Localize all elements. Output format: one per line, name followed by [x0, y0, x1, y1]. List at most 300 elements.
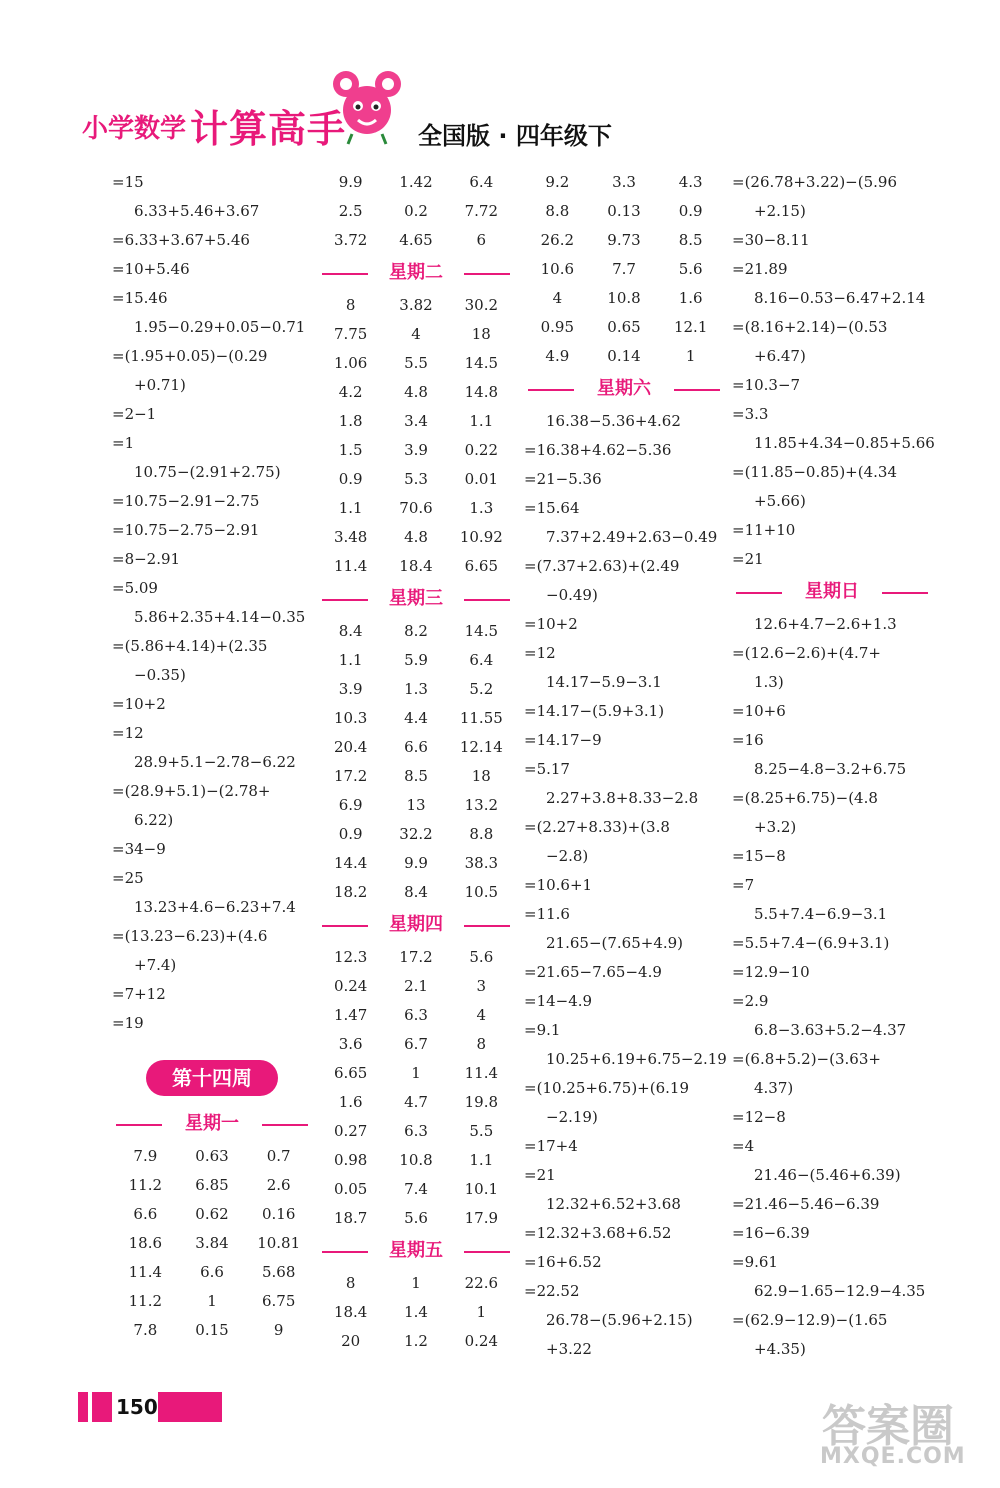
answer-value: 1: [685, 347, 696, 365]
calc-line: =(10.25+6.75)+(6.19: [524, 1079, 689, 1097]
calc-line: 8.16−0.53−6.47+2.14: [754, 289, 926, 307]
mascot-icon: [328, 66, 406, 146]
calc-line: =(62.9−12.9)−(1.65: [732, 1311, 888, 1329]
answer-value: 6.6: [200, 1263, 224, 1281]
answer-value: 20.4: [333, 738, 368, 756]
calc-line: =(5.86+4.14)+(2.35: [112, 637, 268, 655]
answer-value: 1.5: [338, 441, 363, 459]
calc-line: 1.3): [754, 673, 784, 691]
answer-column-3: [524, 168, 727, 1364]
answer-row: [318, 1204, 514, 1233]
calc-line: =21.46−5.46−6.39: [732, 1195, 880, 1213]
calc-line: =(28.9+5.1)−(2.78+: [112, 782, 271, 800]
answer-value: 10.81: [257, 1234, 301, 1252]
day-heading-monday: 星期一: [112, 1106, 312, 1142]
answer-value: 0.62: [195, 1205, 229, 1223]
answer-value: 3.9: [404, 441, 428, 459]
answer-value: 0.14: [607, 347, 641, 365]
answer-row: [524, 284, 724, 313]
calc-steps-saturday: [524, 407, 727, 1364]
answer-value: 6.65: [333, 1064, 368, 1082]
answer-value: 0.98: [333, 1151, 368, 1169]
calc-line: 16.38−5.36+4.62: [546, 412, 681, 430]
calc-line: =8−2.91: [112, 550, 181, 568]
answer-value: 2.6: [266, 1176, 291, 1194]
page-number: 150: [116, 1395, 158, 1419]
answer-value: 0.15: [195, 1321, 229, 1339]
calc-line: =2−1: [112, 405, 157, 423]
answer-value: 11.2: [128, 1292, 163, 1310]
calc-line: =15: [112, 173, 144, 191]
answer-value: 17.2: [399, 948, 433, 966]
answer-value: 4: [476, 1006, 487, 1024]
answer-row: [318, 617, 514, 646]
answer-row: [318, 943, 514, 972]
answer-value: 9.9: [338, 173, 363, 191]
answer-value: 10.6: [540, 260, 575, 278]
answer-value: 0.13: [607, 202, 641, 220]
answer-value: 0.65: [607, 318, 641, 336]
answer-value: 3.4: [404, 412, 428, 430]
answer-value: 4.8: [404, 383, 428, 401]
answer-row: [524, 168, 724, 197]
calc-line: −0.49): [546, 586, 598, 604]
calc-line: =15.64: [524, 499, 580, 517]
answer-row: [318, 436, 514, 465]
calc-line: +3.22: [546, 1340, 592, 1358]
answer-value: 12.3: [333, 948, 368, 966]
week-badge: 第十四周: [146, 1060, 278, 1096]
day-heading-saturday: 星期六: [524, 371, 724, 407]
calc-line: 28.9+5.1−2.78−6.22: [134, 753, 296, 771]
answer-value: 5.5: [469, 1122, 494, 1140]
calc-line: =(13.23−6.23)+(4.6: [112, 927, 268, 945]
answer-row: [318, 320, 514, 349]
answer-row: [112, 1142, 312, 1171]
answer-value: 8: [345, 296, 356, 314]
calc-line: =(12.6−2.6)+(4.7+: [732, 644, 881, 662]
answer-row: [318, 972, 514, 1001]
answer-value: 3.6: [338, 1035, 363, 1053]
calc-line: =25: [112, 869, 144, 887]
answer-value: 3.72: [333, 231, 368, 249]
answer-value: 8.5: [678, 231, 703, 249]
answer-value: 18.6: [128, 1234, 163, 1252]
answer-value: 8.4: [404, 883, 428, 901]
answer-value: 7.9: [133, 1147, 158, 1165]
answer-value: 6.7: [404, 1035, 428, 1053]
answer-value: 7.8: [133, 1321, 158, 1339]
answer-grid-thursday: [318, 943, 514, 1233]
answer-value: 0.95: [540, 318, 575, 336]
answer-value: 12.1: [673, 318, 708, 336]
answer-grid-monday: [112, 1142, 312, 1345]
calc-line: =7: [732, 876, 755, 894]
answer-row: [318, 1088, 514, 1117]
calc-line: =30−8.11: [732, 231, 810, 249]
calc-line: =10.3−7: [732, 376, 801, 394]
edition-label: 全国版 · 四年级下: [418, 122, 612, 150]
calc-line: 21.65−(7.65+4.9): [546, 934, 684, 952]
answer-row: [524, 255, 724, 284]
day-heading-friday: 星期五: [318, 1233, 514, 1269]
answer-value: 1: [411, 1064, 421, 1082]
answer-row: [318, 1030, 514, 1059]
answer-value: 17.2: [333, 767, 368, 785]
answer-value: 8: [345, 1274, 356, 1292]
calc-line: =21.65−7.65−4.9: [524, 963, 662, 981]
answer-column-4: [732, 168, 935, 1364]
answer-value: 2.5: [338, 202, 363, 220]
calc-line: =(8.25+6.75)−(4.8: [732, 789, 878, 807]
answer-value: 1.1: [338, 651, 363, 669]
answer-row: [318, 1327, 514, 1356]
calc-line: =16.38+4.62−5.36: [524, 441, 672, 459]
calc-line: 10.25+6.19+6.75−2.19: [546, 1050, 727, 1068]
answer-row: [318, 197, 514, 226]
answer-grid-tuesday: [318, 291, 514, 581]
answer-row: [318, 1175, 514, 1204]
answer-row: [318, 523, 514, 552]
calc-line: −2.8): [546, 847, 589, 865]
answer-value: 10.92: [459, 528, 503, 546]
answer-value: 1: [207, 1292, 217, 1310]
answer-value: 70.6: [399, 499, 433, 517]
calc-line: 13.23+4.6−6.23+7.4: [134, 898, 296, 916]
calc-line: =15.46: [112, 289, 168, 307]
book-title: 计算高手: [190, 107, 347, 151]
book-title-prefix: 小学数学: [82, 114, 187, 144]
answer-value: 6.9: [338, 796, 363, 814]
calc-line: 7.37+2.49+2.63−0.49: [546, 528, 718, 546]
calc-line: +6.47): [754, 347, 806, 365]
answer-value: 0.9: [338, 470, 363, 488]
answer-value: 6.4: [469, 651, 494, 669]
answer-value: 5.68: [261, 1263, 296, 1281]
answer-value: 5.2: [469, 680, 494, 698]
answer-value: 3.82: [399, 296, 433, 314]
answer-value: 6: [476, 231, 487, 249]
answer-value: 3.9: [338, 680, 363, 698]
calc-steps-sunday: [732, 610, 932, 1364]
answer-value: 4.7: [404, 1093, 428, 1111]
calc-line: =22.52: [524, 1282, 580, 1300]
answer-value: 8.8: [545, 202, 570, 220]
calc-line: =14.17−(5.9+3.1): [524, 702, 665, 720]
answer-value: 4.4: [404, 709, 428, 727]
answer-value: 1.3: [469, 499, 494, 517]
answer-value: 11.55: [459, 709, 503, 727]
answer-value: 6.75: [261, 1292, 296, 1310]
answer-row: [318, 226, 514, 255]
calc-line: =9.1: [524, 1021, 561, 1039]
answer-row: [318, 675, 514, 704]
answer-value: 3.3: [612, 173, 636, 191]
calc-line: −0.35): [134, 666, 186, 684]
answer-value: 0.05: [333, 1180, 368, 1198]
day-heading-wednesday: 星期三: [318, 581, 514, 617]
answer-value: 6.3: [404, 1122, 428, 1140]
answer-row: [524, 197, 724, 226]
answer-value: 14.4: [333, 854, 368, 872]
answer-value: 12.14: [459, 738, 503, 756]
footer-accent-bar: [92, 1392, 112, 1422]
calc-line: =10+6: [732, 702, 786, 720]
calc-line: +0.71): [134, 376, 186, 394]
answer-row: [318, 1117, 514, 1146]
answer-value: 1.4: [404, 1303, 428, 1321]
answer-value: 11.4: [128, 1263, 163, 1281]
answer-value: 0.22: [464, 441, 499, 459]
answer-value: 1.06: [333, 354, 368, 372]
day-heading-tuesday: 星期二: [318, 255, 514, 291]
calc-line: =17+4: [524, 1137, 578, 1155]
answer-value: 5.6: [469, 948, 494, 966]
answer-value: 1.47: [333, 1006, 368, 1024]
calc-line: =(7.37+2.63)+(2.49: [524, 557, 680, 575]
footer-accent-bar: [78, 1392, 88, 1422]
calc-steps-saturday-continued: [732, 168, 935, 574]
calc-line: =1: [112, 434, 135, 452]
calc-line: 11.85+4.34−0.85+5.66: [754, 434, 935, 452]
calc-line: =7+12: [112, 985, 166, 1003]
answer-value: 0.27: [333, 1122, 368, 1140]
answer-value: 1.1: [469, 412, 494, 430]
calc-line: +4.35): [754, 1340, 806, 1358]
answer-value: 26.2: [540, 231, 575, 249]
answer-value: 1.8: [338, 412, 363, 430]
answer-row: [318, 646, 514, 675]
answer-value: 5.6: [404, 1209, 428, 1227]
answer-value: 9.9: [404, 854, 428, 872]
answer-value: 6.4: [469, 173, 494, 191]
watermark-url: MXQE.COM: [820, 1444, 966, 1469]
answer-value: 3.84: [195, 1234, 229, 1252]
answer-value: 6.6: [133, 1205, 158, 1223]
answer-row: [524, 342, 724, 371]
day-heading-sunday: 星期日: [732, 574, 932, 610]
answer-row: [318, 1269, 514, 1298]
calc-line: =10.6+1: [524, 876, 593, 894]
answer-value: 8.4: [338, 622, 363, 640]
answer-value: 4.3: [678, 173, 703, 191]
answer-row: [112, 1316, 312, 1345]
answer-row: [318, 791, 514, 820]
calc-line: =12.32+3.68+6.52: [524, 1224, 672, 1242]
answer-value: 8: [476, 1035, 487, 1053]
answer-value: 1.6: [338, 1093, 363, 1111]
answer-value: 11.4: [333, 557, 368, 575]
answer-value: 1.2: [404, 1332, 428, 1350]
calc-line: =9.61: [732, 1253, 778, 1271]
calc-line: 21.46−(5.46+6.39): [754, 1166, 901, 1184]
answer-row: [318, 849, 514, 878]
calc-line: =2.9: [732, 992, 769, 1010]
answer-value: 1: [476, 1303, 487, 1321]
calc-line: =(26.78+3.22)−(5.96: [732, 173, 897, 191]
calc-line: 1.95−0.29+0.05−0.71: [134, 318, 306, 336]
calc-line: =14.17−9: [524, 731, 602, 749]
answer-grid-continued: [318, 168, 514, 255]
calc-line: =(8.16+2.14)−(0.53: [732, 318, 888, 336]
answer-row: [318, 1001, 514, 1030]
calc-line: 6.8−3.63+5.2−4.37: [754, 1021, 907, 1039]
answer-value: 20: [341, 1332, 361, 1350]
calc-line: =(2.27+8.33)+(3.8: [524, 818, 670, 836]
answer-value: 22.6: [464, 1274, 499, 1292]
answer-row: [112, 1171, 312, 1200]
answer-value: 5.3: [404, 470, 428, 488]
answer-value: 1.6: [678, 289, 703, 307]
calc-line: =16+6.52: [524, 1253, 602, 1271]
answer-column-1: [112, 168, 312, 1345]
answer-value: 9: [273, 1321, 284, 1339]
answer-value: 6.3: [404, 1006, 428, 1024]
calc-line: =10+2: [524, 615, 578, 633]
answer-value: 18.4: [333, 1303, 368, 1321]
answer-value: 6.85: [195, 1176, 229, 1194]
calc-line: +7.4): [134, 956, 177, 974]
answer-row: [318, 168, 514, 197]
answer-value: 1: [411, 1274, 421, 1292]
answer-value: 8.5: [404, 767, 428, 785]
answer-value: 8.2: [404, 622, 428, 640]
answer-value: 7.72: [464, 202, 499, 220]
answer-row: [112, 1287, 312, 1316]
answer-value: 4: [552, 289, 563, 307]
calc-line: =12: [112, 724, 144, 742]
calc-line: =6.33+3.67+5.46: [112, 231, 250, 249]
answer-value: 18.4: [399, 557, 433, 575]
answer-value: 7.75: [333, 325, 368, 343]
answer-value: 11.4: [464, 1064, 499, 1082]
answer-grid-friday: [318, 1269, 514, 1356]
answer-row: [318, 878, 514, 907]
answer-value: 17.9: [464, 1209, 499, 1227]
answer-value: 4.2: [338, 383, 363, 401]
calc-line: =34−9: [112, 840, 166, 858]
answer-row: [318, 704, 514, 733]
calc-line: =5.09: [112, 579, 158, 597]
calc-line: 62.9−1.65−12.9−4.35: [754, 1282, 926, 1300]
answer-value: 10.1: [464, 1180, 499, 1198]
answer-value: 3: [476, 977, 487, 995]
answer-value: 6.65: [464, 557, 499, 575]
calc-line: =10.75−2.91−2.75: [112, 492, 260, 510]
answer-value: 10.8: [607, 289, 641, 307]
answer-value: 38.3: [464, 854, 499, 872]
answer-value: 10.5: [464, 883, 499, 901]
answer-value: 0.01: [464, 470, 499, 488]
calc-steps-list: [112, 168, 312, 1038]
answer-value: 9.2: [545, 173, 570, 191]
answer-row: [318, 820, 514, 849]
answer-value: 1.42: [399, 173, 433, 191]
calc-line: 6.22): [134, 811, 174, 829]
answer-value: 6.6: [404, 738, 428, 756]
answer-value: 3.48: [333, 528, 368, 546]
answer-value: 4.8: [404, 528, 428, 546]
answer-value: 5.9: [404, 651, 428, 669]
calc-line: 4.37): [754, 1079, 794, 1097]
answer-row: [112, 1258, 312, 1287]
answer-value: 8.8: [469, 825, 494, 843]
page-header: [0, 0, 1000, 160]
calc-line: =14−4.9: [524, 992, 593, 1010]
calc-line: =21: [732, 550, 764, 568]
answer-value: 1.1: [338, 499, 363, 517]
answer-row: [318, 349, 514, 378]
answer-value: 4.65: [399, 231, 433, 249]
calc-line: =19: [112, 1014, 144, 1032]
calc-line: +3.2): [754, 818, 797, 836]
calc-line: =10.75−2.75−2.91: [112, 521, 260, 539]
calc-line: =12−8: [732, 1108, 786, 1126]
calc-line: 6.33+5.46+3.67: [134, 202, 260, 220]
calc-line: +2.15): [754, 202, 806, 220]
calc-line: =(6.8+5.2)−(3.63+: [732, 1050, 881, 1068]
answer-value: 10.8: [399, 1151, 433, 1169]
answer-grid-wednesday: [318, 617, 514, 907]
calc-line: =4: [732, 1137, 755, 1155]
answer-value: 18.7: [333, 1209, 368, 1227]
calc-line: 5.86+2.35+4.14−0.35: [134, 608, 306, 626]
answer-row: [318, 1059, 514, 1088]
answer-value: 18: [471, 325, 491, 343]
answer-value: 13: [406, 796, 426, 814]
answer-value: 1.3: [404, 680, 428, 698]
answer-value: 0.2: [404, 202, 428, 220]
answer-value: 4: [411, 325, 421, 343]
answer-value: 30.2: [464, 296, 499, 314]
calc-line: =(11.85−0.85)+(4.34: [732, 463, 897, 481]
calc-line: +5.66): [754, 492, 806, 510]
answer-value: 0.9: [338, 825, 363, 843]
answer-value: 18: [471, 767, 491, 785]
answer-row: [318, 1298, 514, 1327]
answer-value: 19.8: [464, 1093, 499, 1111]
answer-value: 0.7: [266, 1147, 291, 1165]
answer-value: 0.9: [678, 202, 703, 220]
calc-line: =5.17: [524, 760, 570, 778]
answer-column-2: [318, 168, 514, 1356]
answer-row: [318, 407, 514, 436]
answer-value: 14.8: [464, 383, 499, 401]
calc-line: =15−8: [732, 847, 786, 865]
footer-accent-bar: [158, 1392, 222, 1422]
answer-row: [112, 1229, 312, 1258]
calc-line: 26.78−(5.96+2.15): [546, 1311, 693, 1329]
calc-line: =16: [732, 731, 764, 749]
calc-line: =(1.95+0.05)−(0.29: [112, 347, 268, 365]
answer-value: 0.16: [261, 1205, 296, 1223]
answer-value: 14.5: [464, 622, 499, 640]
calc-line: =10+2: [112, 695, 166, 713]
answer-row: [318, 378, 514, 407]
answer-value: 0.24: [464, 1332, 499, 1350]
calc-line: 5.5+7.4−6.9−3.1: [754, 905, 888, 923]
answer-row: [318, 291, 514, 320]
calc-line: 12.6+4.7−2.6+1.3: [754, 615, 897, 633]
watermark-logo: 答案圈: [822, 1401, 954, 1452]
answer-row: [112, 1200, 312, 1229]
answer-row: [318, 1146, 514, 1175]
calc-line: 14.17−5.9−3.1: [546, 673, 662, 691]
answer-value: 5.5: [404, 354, 428, 372]
calc-line: =16−6.39: [732, 1224, 810, 1242]
calc-line: −2.19): [546, 1108, 598, 1126]
answer-row: [318, 465, 514, 494]
